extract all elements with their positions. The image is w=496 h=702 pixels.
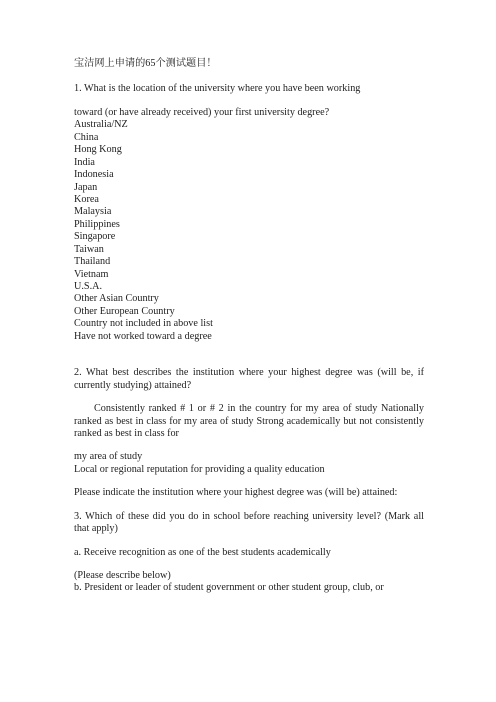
option-item: Hong Kong bbox=[74, 144, 122, 156]
spacer bbox=[74, 70, 424, 83]
option-item: Australia/NZ bbox=[74, 119, 128, 131]
question-2-area-of-study: my area of study bbox=[74, 451, 143, 463]
question-1-line-1: 1. What is the location of the university where you have been working bbox=[74, 83, 361, 95]
option-item: India bbox=[74, 156, 95, 168]
option-item: Country not included in above list bbox=[74, 318, 213, 330]
question-1-options bbox=[74, 119, 424, 343]
option-item: Have not worked toward a degree bbox=[74, 330, 212, 342]
spacer bbox=[74, 536, 424, 547]
question-3-describe-below: (Please describe below) bbox=[74, 570, 171, 581]
option-item: Taiwan bbox=[74, 243, 104, 255]
question-3-item-b: b. President or leader of student government or other student group, club, or bbox=[74, 582, 384, 594]
option-item: U.S.A. bbox=[74, 281, 103, 292]
spacer bbox=[74, 392, 424, 403]
question-2-text: 2. What best describes the institution where your highest degree was (will be, if currently studying) attained? bbox=[74, 367, 424, 391]
spacer bbox=[74, 96, 424, 107]
spacer bbox=[74, 343, 424, 367]
option-item: China bbox=[74, 131, 99, 143]
question-2-indicate-institution: Please indicate the institution where your highest degree was (will be) attained: bbox=[74, 487, 398, 499]
question-3-text: 3. Which of these did you do in school before reaching university level? (Mark all that apply) bbox=[74, 510, 424, 535]
option-item: Indonesia bbox=[74, 169, 114, 181]
question-3-item-a: a. Receive recognition as one of the best students academically bbox=[74, 546, 331, 558]
option-item: Japan bbox=[74, 181, 98, 193]
document-page bbox=[74, 58, 424, 595]
document-title: 宝洁网上申请的65个测试题目！ bbox=[74, 58, 217, 69]
question-2-rankings-paragraph: Consistently ranked # 1 or # 2 in the country for my area of study Nationally ranked as best in class for my area of study Strong academically but not consistently ranked as best in class for bbox=[74, 403, 424, 439]
option-item: Philippines bbox=[74, 218, 120, 230]
option-item: Malaysia bbox=[74, 206, 112, 218]
spacer bbox=[74, 476, 424, 487]
option-item: Vietnam bbox=[74, 268, 109, 280]
question-2-local-reputation: Local or regional reputation for providing a quality education bbox=[74, 463, 325, 475]
spacer bbox=[74, 500, 424, 511]
option-item: Other Asian Country bbox=[74, 293, 159, 305]
option-item: Thailand bbox=[74, 256, 111, 268]
spacer bbox=[74, 440, 424, 451]
option-item: Singapore bbox=[74, 231, 116, 243]
option-item: Korea bbox=[74, 193, 99, 205]
spacer bbox=[74, 559, 424, 570]
question-1-line-2: toward (or have already received) your first university degree? bbox=[74, 106, 330, 118]
option-item: Other European Country bbox=[74, 305, 175, 317]
